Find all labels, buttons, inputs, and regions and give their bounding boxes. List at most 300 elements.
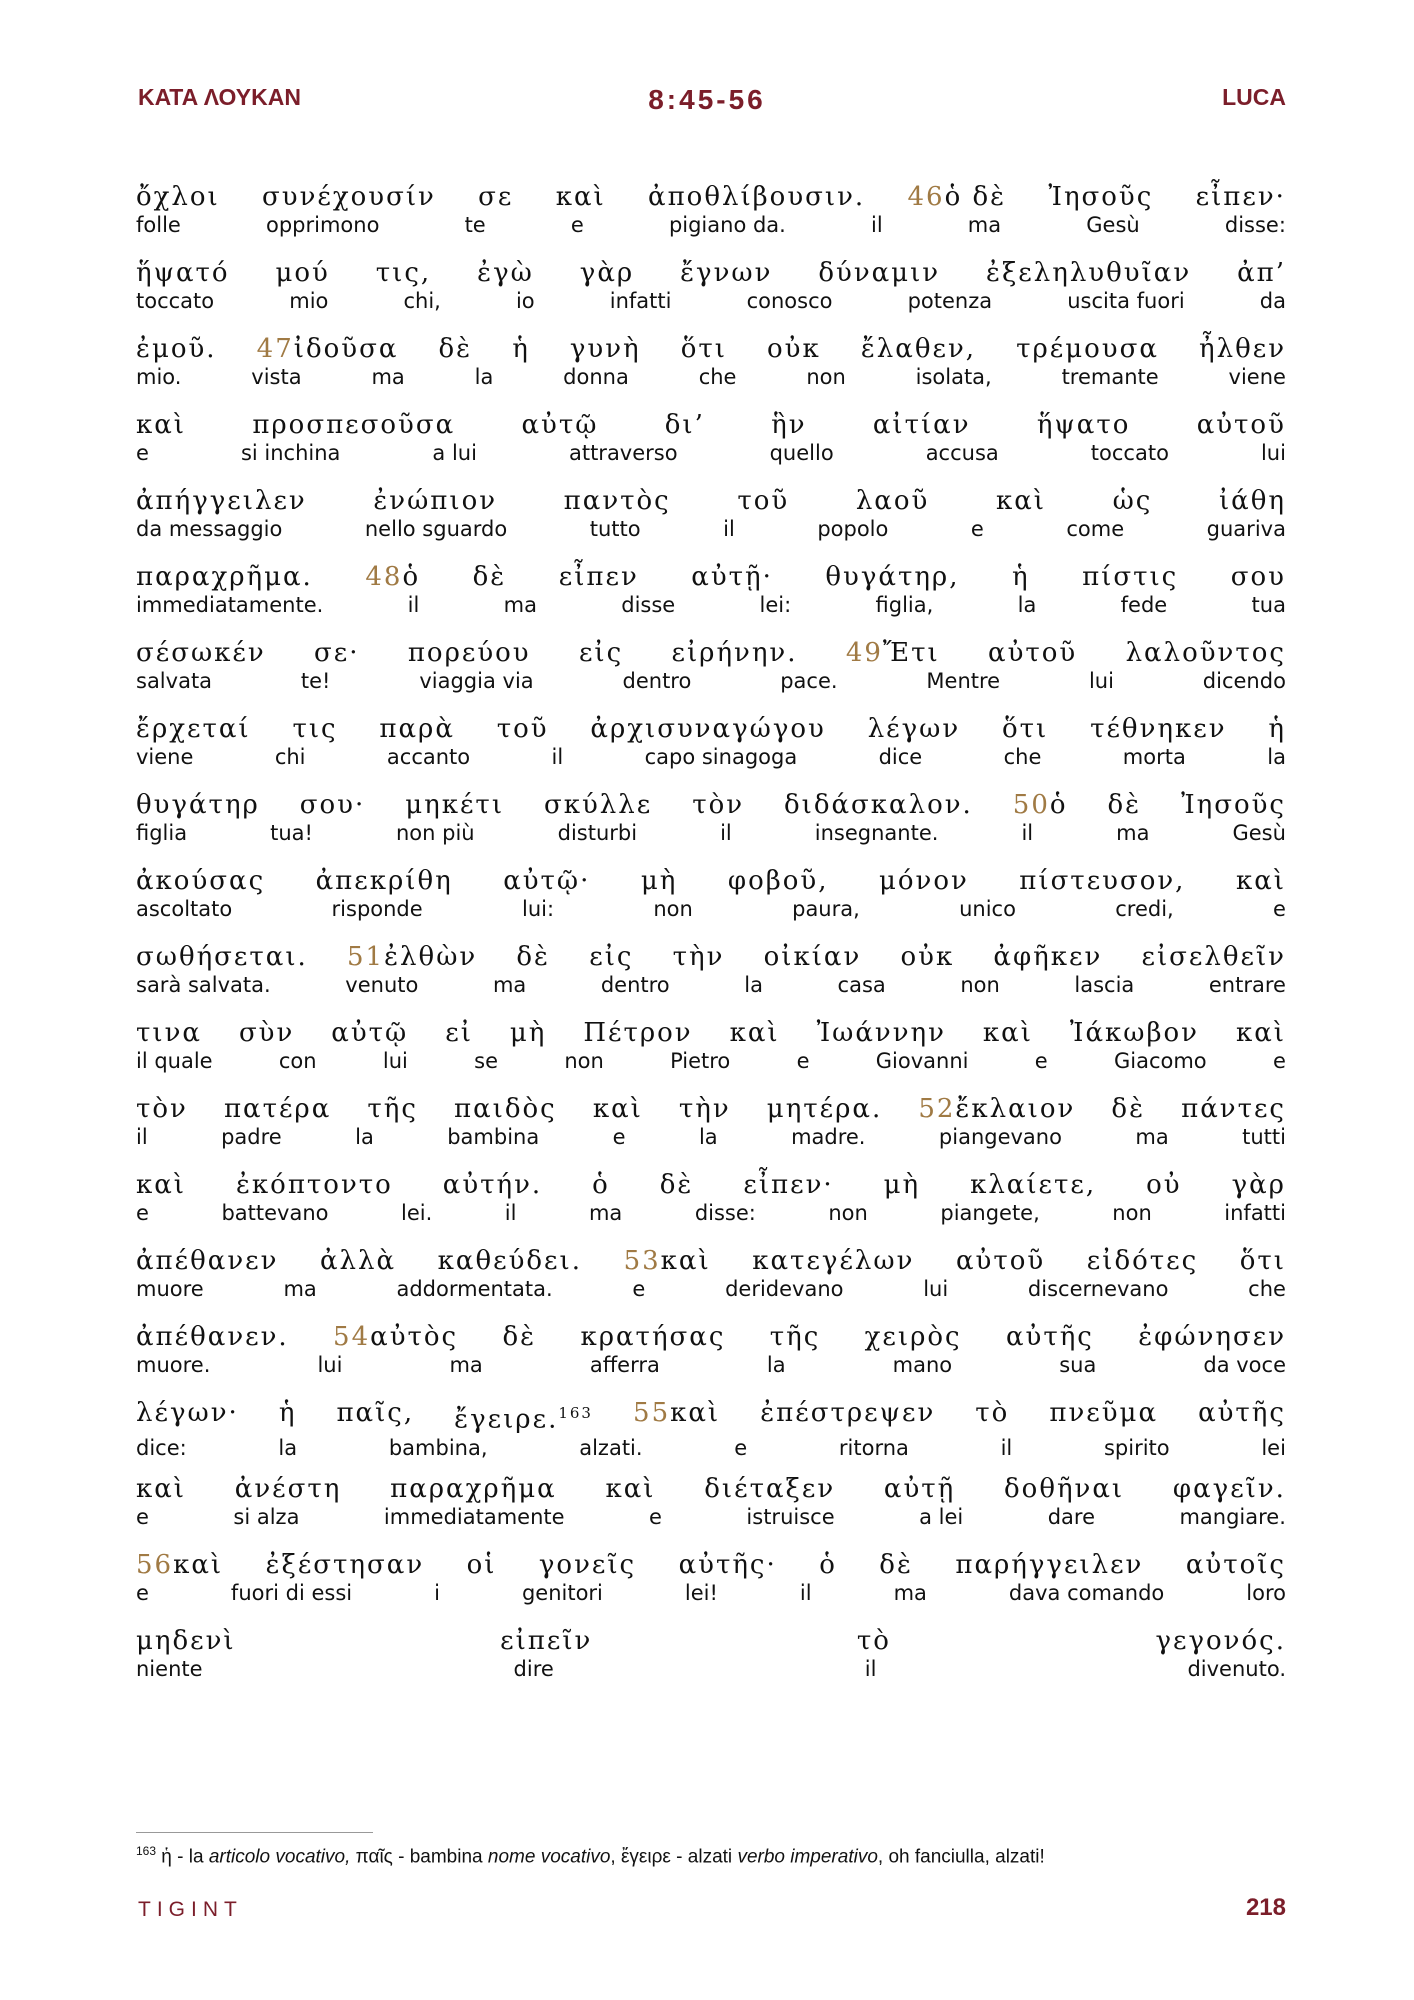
greek-word: ἀρχισυναγώγου — [590, 714, 826, 744]
italian-word: nello sguardo — [364, 517, 508, 541]
italian-word: mio. — [136, 365, 182, 389]
greek-word: 47ἰδοῦσα — [256, 334, 399, 364]
italian-word: il — [720, 821, 732, 845]
greek-word: σου· — [299, 790, 366, 820]
greek-word: τὴν — [672, 942, 725, 972]
greek-word: καὶ — [605, 1474, 656, 1504]
greek-word: ἔγνων — [680, 258, 773, 288]
italian-word: ma — [492, 973, 527, 997]
greek-word: ὁ — [592, 1170, 610, 1200]
interlinear-line — [136, 1474, 1286, 1550]
greek-word: Ἰησοῦς — [1048, 182, 1154, 212]
greek-word: σου — [1230, 562, 1286, 592]
italian-word: mio — [289, 289, 329, 313]
italian-word: da messaggio — [136, 517, 283, 541]
greek-word: 54αὐτὸς — [333, 1322, 459, 1352]
italian-word: a lei — [919, 1505, 964, 1529]
italian-word: bambina, — [388, 1435, 488, 1460]
greek-word: τοῦ — [737, 486, 790, 516]
greek-line — [136, 1474, 1286, 1504]
italian-word: che — [1248, 1277, 1286, 1301]
greek-word: διδάσκαλον. — [784, 790, 973, 820]
interlinear-line — [136, 562, 1286, 638]
italian-word: accusa — [925, 441, 999, 465]
italian-word: lui — [923, 1277, 949, 1301]
italian-word: lui — [317, 1353, 343, 1377]
greek-line — [136, 410, 1286, 440]
italian-word: non — [564, 1049, 604, 1073]
italian-word: ma — [371, 365, 405, 389]
greek-word: γὰρ — [1231, 1170, 1286, 1200]
greek-word: γονεῖς — [538, 1550, 637, 1580]
greek-word: εἶπεν — [558, 562, 639, 592]
italian-word: lei — [1261, 1435, 1286, 1460]
italian-word: lui — [1088, 669, 1114, 693]
italian-word: la — [355, 1125, 374, 1149]
greek-word: δὲ — [1111, 1094, 1146, 1124]
interlinear-line — [136, 1550, 1286, 1626]
italian-word: e — [1034, 1049, 1048, 1073]
italian-word: insegnante. — [814, 821, 939, 845]
italian-word: viaggia via — [419, 669, 534, 693]
greek-word: αὐτοῖς — [1185, 1550, 1286, 1580]
greek-word: αὐτῷ — [331, 1018, 409, 1048]
footnote-ref: 163 — [558, 1404, 593, 1422]
interlinear-line — [136, 942, 1286, 1018]
greek-word: μηκέτι — [405, 790, 505, 820]
greek-word: ἀφῆκεν — [993, 942, 1103, 972]
italian-word: viene — [136, 745, 194, 769]
greek-word: ἐφώνησεν — [1138, 1322, 1286, 1352]
italian-word: non — [806, 365, 846, 389]
italian-word: disse — [621, 593, 676, 617]
greek-word: Πέτρον — [583, 1018, 693, 1048]
greek-line — [136, 714, 1286, 744]
greek-word: τὸ — [975, 1398, 1010, 1428]
italian-word: immediatamente — [383, 1505, 565, 1529]
greek-line — [136, 334, 1286, 364]
greek-word: καὶ — [136, 1170, 187, 1200]
greek-word: θυγάτηρ — [136, 790, 260, 820]
book-title-italian: LUCA — [1222, 84, 1286, 110]
footnote: $^{163}$ ἡ - la articolo vocativo, παῖς - bambina nome vocativo, ἔγειρε - alzati verbo imperativo, oh fanciulla, alzati! — [136, 1844, 1045, 1868]
italian-word: il quale — [136, 1049, 213, 1073]
italian-word: popolo — [817, 517, 889, 541]
greek-word: 53καὶ — [623, 1246, 711, 1276]
greek-word: προσπεσοῦσα — [252, 410, 456, 440]
italian-word: accanto — [386, 745, 471, 769]
italian-word: ma — [1116, 821, 1150, 845]
italian-word: il — [407, 593, 420, 617]
italian-word: non — [1112, 1201, 1152, 1225]
italian-word: tutti — [1242, 1125, 1286, 1149]
italian-word: figlia, — [875, 593, 934, 617]
verse-number: 52 — [918, 1094, 956, 1124]
greek-word: παρήγγειλεν — [955, 1550, 1144, 1580]
italian-word: discernevano — [1027, 1277, 1169, 1301]
greek-word: αὐτῇ — [883, 1474, 956, 1504]
verse-number: 55 — [633, 1398, 671, 1428]
interlinear-line — [136, 790, 1286, 866]
italian-word: capo sinagoga — [644, 745, 798, 769]
italian-word: sarà salvata. — [136, 973, 271, 997]
italian-word: mano — [892, 1353, 953, 1377]
italian-word: ritorna — [838, 1435, 909, 1460]
greek-line — [136, 866, 1286, 896]
greek-word: δὲ — [516, 942, 551, 972]
italian-word: uscita fuori — [1067, 289, 1185, 313]
italian-word: se — [474, 1049, 499, 1073]
italian-word: e — [136, 1505, 149, 1529]
book-title-greek: ΚΑΤΑ ΛΟΥΚΑΝ — [138, 84, 301, 110]
greek-word: δὲ — [472, 562, 507, 592]
italian-word: potenza — [907, 289, 993, 313]
interlinear-line — [136, 182, 1286, 258]
italian-word: mangiare. — [1179, 1505, 1286, 1529]
greek-word: παιδὸς — [454, 1094, 557, 1124]
greek-word: τέθνηκεν — [1090, 714, 1227, 744]
italian-word: addormentata. — [396, 1277, 553, 1301]
greek-word: τὴν — [678, 1094, 731, 1124]
footnote-divider — [136, 1832, 373, 1833]
greek-word: τὸ — [856, 1626, 891, 1656]
italian-word: Pietro — [670, 1049, 731, 1073]
verse-number: 47 — [256, 334, 294, 364]
interlinear-line — [136, 1246, 1286, 1322]
page-number: 218 — [1245, 1894, 1286, 1921]
interlinear-line — [136, 714, 1286, 790]
italian-word: venuto — [345, 973, 419, 997]
greek-word: ὅτι — [680, 334, 727, 364]
italian-word: e — [136, 1201, 149, 1225]
greek-word: εἰ — [445, 1018, 473, 1048]
greek-word: ἡ — [1011, 562, 1030, 592]
greek-line — [136, 1246, 1286, 1276]
italian-line — [136, 1580, 1286, 1606]
italian-word: e — [136, 441, 149, 465]
italian-word: da voce — [1203, 1353, 1286, 1377]
greek-word: αὐτῷ· — [503, 866, 591, 896]
italian-word: lui: — [521, 897, 555, 921]
italian-line — [136, 592, 1286, 618]
italian-word: afferra — [589, 1353, 660, 1377]
italian-word: madre. — [791, 1125, 866, 1149]
greek-word: ἐξεληλυθυῖαν — [986, 258, 1192, 288]
greek-word: εἰρήνην. — [671, 638, 798, 668]
greek-line — [136, 182, 1286, 212]
greek-word: εἶπεν· — [743, 1170, 834, 1200]
greek-word: παραχρῆμα. — [136, 562, 313, 592]
publisher-mark: TIGINT — [138, 1898, 243, 1921]
greek-word: αὐτῆς· — [678, 1550, 777, 1580]
greek-word: 55καὶ — [633, 1398, 721, 1428]
greek-word: σέσωκέν — [136, 638, 266, 668]
italian-word: la — [698, 1125, 718, 1149]
greek-word: ἥψατο — [1036, 410, 1131, 440]
greek-word: πνεῦμα — [1049, 1398, 1159, 1428]
italian-word: morta — [1122, 745, 1186, 769]
italian-word: salvata — [136, 669, 213, 693]
greek-word: καθεύδει. — [437, 1246, 582, 1276]
greek-word: ὁ — [819, 1550, 837, 1580]
greek-word: κλαίετε, — [970, 1170, 1097, 1200]
italian-word: e — [632, 1277, 646, 1301]
italian-word: la — [766, 1353, 786, 1377]
greek-word: ἐγὼ — [477, 258, 534, 288]
italian-word: risponde — [331, 897, 423, 921]
italian-word: pigiano da. — [668, 213, 786, 237]
greek-word: σε· — [314, 638, 360, 668]
greek-word: τινα — [136, 1018, 202, 1048]
greek-word: θυγάτηρ, — [825, 562, 960, 592]
italian-word: e — [612, 1125, 626, 1149]
greek-word: ἀλλὰ — [320, 1246, 397, 1276]
verse-number: 53 — [623, 1246, 661, 1276]
italian-word: figlia — [136, 821, 188, 845]
interlinear-text — [136, 182, 1286, 1702]
greek-line — [136, 562, 1286, 592]
greek-word: δύναμιν — [818, 258, 941, 288]
italian-word: dire — [513, 1657, 554, 1681]
italian-word: loro — [1246, 1581, 1286, 1605]
greek-word: ὅτι — [1239, 1246, 1286, 1276]
greek-word: καὶ — [136, 1474, 187, 1504]
italian-word: piangete, — [940, 1201, 1040, 1225]
greek-word: ἀπ’ — [1237, 258, 1286, 288]
greek-word: παρὰ — [379, 714, 455, 744]
italian-word: vista — [251, 365, 302, 389]
greek-line — [136, 1018, 1286, 1048]
greek-word: ἰάθη — [1218, 486, 1286, 516]
greek-word: 52ἔκλαιον — [918, 1094, 1076, 1124]
italian-word: si inchina — [240, 441, 341, 465]
greek-line — [136, 1626, 1286, 1656]
greek-word: εἰδότες — [1086, 1246, 1199, 1276]
italian-word: chi — [274, 745, 306, 769]
greek-word: καὶ — [136, 410, 187, 440]
greek-word: καὶ — [1235, 866, 1286, 896]
italian-word: conosco — [746, 289, 833, 313]
italian-word: il — [723, 517, 735, 541]
italian-word: fede — [1120, 593, 1168, 617]
greek-word: παντὸς — [563, 486, 671, 516]
italian-word: ma — [893, 1581, 927, 1605]
italian-word: chi, — [403, 289, 441, 313]
italian-word: non — [960, 973, 1000, 997]
greek-word: ἦλθεν — [1199, 334, 1286, 364]
greek-word: καὶ — [729, 1018, 780, 1048]
italian-word: il — [551, 745, 564, 769]
italian-word: paura, — [792, 897, 860, 921]
italian-word: dice: — [136, 1435, 187, 1460]
greek-word: ἀπέθανεν. — [136, 1322, 289, 1352]
greek-word: 46ὁ δὲ — [907, 182, 1007, 212]
italian-word: muore — [136, 1277, 204, 1301]
italian-line — [136, 288, 1286, 314]
verse-number: 46 — [907, 182, 945, 212]
italian-word: alzati. — [579, 1435, 643, 1460]
interlinear-line — [136, 334, 1286, 410]
greek-word: λαοῦ — [855, 486, 930, 516]
italian-word: non più — [395, 821, 475, 845]
italian-word: battevano — [221, 1201, 329, 1225]
greek-word: αὐτῷ — [521, 410, 599, 440]
italian-line — [136, 516, 1286, 542]
greek-word: εἰπεῖν — [500, 1626, 593, 1656]
greek-word: ἐκόπτοντο — [235, 1170, 393, 1200]
greek-line — [136, 1398, 1286, 1435]
italian-line — [136, 972, 1286, 998]
greek-word: ἀπήγγειλεν — [136, 486, 307, 516]
verse-number: 48 — [365, 562, 403, 592]
greek-word: οὐκ — [900, 942, 955, 972]
italian-word: muore. — [136, 1353, 211, 1377]
italian-word: tua! — [270, 821, 313, 845]
greek-word: ἀπέθανεν — [136, 1246, 279, 1276]
italian-word: e — [970, 517, 984, 541]
greek-word: ἐξέστησαν — [265, 1550, 425, 1580]
italian-word: non — [828, 1201, 868, 1225]
greek-word: τὸν — [136, 1094, 188, 1124]
greek-line — [136, 1170, 1286, 1200]
greek-word: πορεύου — [407, 638, 531, 668]
interlinear-line — [136, 1170, 1286, 1246]
italian-word: il — [1000, 1435, 1013, 1460]
greek-word: ἡ — [278, 1398, 297, 1428]
greek-word: Ἰωάννην — [816, 1018, 946, 1048]
greek-word: ἀπεκρίθη — [315, 866, 453, 896]
greek-word: γὰρ — [579, 258, 635, 288]
greek-word: ἐμοῦ. — [136, 334, 217, 364]
greek-word: ἡ — [512, 334, 530, 364]
italian-word: e — [734, 1435, 748, 1460]
italian-word: la — [744, 973, 763, 997]
interlinear-line — [136, 1626, 1286, 1702]
greek-word: 51ἐλθὼν — [347, 942, 478, 972]
italian-word: bambina — [447, 1125, 540, 1149]
italian-word: spirito — [1103, 1435, 1170, 1460]
greek-line — [136, 942, 1286, 972]
italian-word: Gesù — [1232, 821, 1286, 845]
italian-word: disse: — [1224, 213, 1286, 237]
italian-word: unico — [959, 897, 1016, 921]
italian-line — [136, 1200, 1286, 1226]
greek-word: παραχρῆμα — [390, 1474, 557, 1504]
italian-word: ascoltato — [136, 897, 233, 921]
italian-word: a lui — [432, 441, 477, 465]
greek-word: καὶ — [592, 1094, 643, 1124]
greek-word: φαγεῖν. — [1172, 1474, 1286, 1504]
italian-line — [136, 440, 1286, 466]
greek-word: ὡς — [1112, 486, 1153, 516]
italian-word: e — [649, 1505, 662, 1529]
italian-word: infatti — [609, 289, 672, 313]
greek-word: μητέρα. — [766, 1094, 883, 1124]
italian-word: quello — [769, 441, 834, 465]
italian-line — [136, 1276, 1286, 1302]
greek-word: ὄχλοι — [136, 182, 220, 212]
italian-word: ma — [283, 1277, 317, 1301]
italian-word: dice — [878, 745, 923, 769]
italian-word: Mentre — [926, 669, 1001, 693]
italian-word: piangevano — [938, 1125, 1062, 1149]
greek-word: αὐτῆς — [1198, 1398, 1286, 1428]
greek-word: μὴ — [640, 866, 678, 896]
italian-word: la — [474, 365, 494, 389]
verse-number: 49 — [845, 638, 883, 668]
italian-line — [136, 1352, 1286, 1378]
interlinear-line — [136, 1398, 1286, 1474]
italian-word: non — [653, 897, 693, 921]
italian-word: folle — [136, 213, 181, 237]
italian-word: deridevano — [725, 1277, 844, 1301]
italian-word: toccato — [1090, 441, 1169, 465]
greek-word: αὐτῇ· — [691, 562, 773, 592]
greek-word: ἔγειρε.$^{163}$ — [454, 1404, 593, 1435]
greek-word: εἰς — [578, 638, 624, 668]
italian-word: lui — [1260, 441, 1286, 465]
italian-word: dicendo — [1202, 669, 1286, 693]
italian-word: il — [799, 1581, 812, 1605]
greek-word: μόνον — [878, 866, 969, 896]
italian-word: come — [1066, 517, 1125, 541]
italian-word: e — [136, 1581, 149, 1605]
greek-word: δὲ — [879, 1550, 913, 1580]
greek-word: λέγων· — [136, 1398, 239, 1428]
greek-word: τις, — [375, 258, 432, 288]
italian-word: casa — [837, 973, 886, 997]
italian-word: pace. — [780, 669, 838, 693]
italian-word: attraverso — [568, 441, 678, 465]
italian-word: istruisce — [746, 1505, 835, 1529]
italian-line — [136, 364, 1286, 390]
greek-word: φοβοῦ, — [727, 866, 829, 896]
italian-word: immediatamente. — [136, 593, 324, 617]
italian-word: il — [864, 1657, 877, 1681]
greek-word: ὅτι — [1002, 714, 1049, 744]
italian-word: il — [504, 1201, 517, 1225]
greek-word: αἰτίαν — [872, 410, 971, 440]
italian-word: e — [570, 213, 584, 237]
italian-word: e — [1273, 897, 1286, 921]
greek-word: δὲ — [502, 1322, 537, 1352]
italian-word: i — [434, 1581, 440, 1605]
interlinear-line — [136, 1322, 1286, 1398]
italian-word: lei! — [684, 1581, 718, 1605]
greek-word: αὐτῆς — [1005, 1322, 1094, 1352]
greek-word: ἀκούσας — [136, 866, 266, 896]
interlinear-line — [136, 638, 1286, 714]
greek-word: καὶ — [1235, 1018, 1286, 1048]
italian-line — [136, 212, 1286, 238]
italian-line — [136, 1048, 1286, 1074]
greek-word: οἱ — [466, 1550, 497, 1580]
italian-word: lei: — [759, 593, 792, 617]
greek-word: 56καὶ — [136, 1550, 224, 1580]
italian-word: tua — [1251, 593, 1286, 617]
italian-word: ma — [503, 593, 537, 617]
interlinear-line — [136, 1018, 1286, 1094]
greek-word: συνέχουσίν — [262, 182, 436, 212]
italian-word: e — [1272, 1049, 1286, 1073]
greek-word: ἥψατό — [136, 258, 230, 288]
italian-word: ma — [1135, 1125, 1169, 1149]
interlinear-line — [136, 486, 1286, 562]
greek-word: τῆς — [367, 1094, 418, 1124]
greek-word: μού — [275, 258, 330, 288]
greek-word: τρέμουσα — [1016, 334, 1159, 364]
italian-word: guariva — [1206, 517, 1286, 541]
